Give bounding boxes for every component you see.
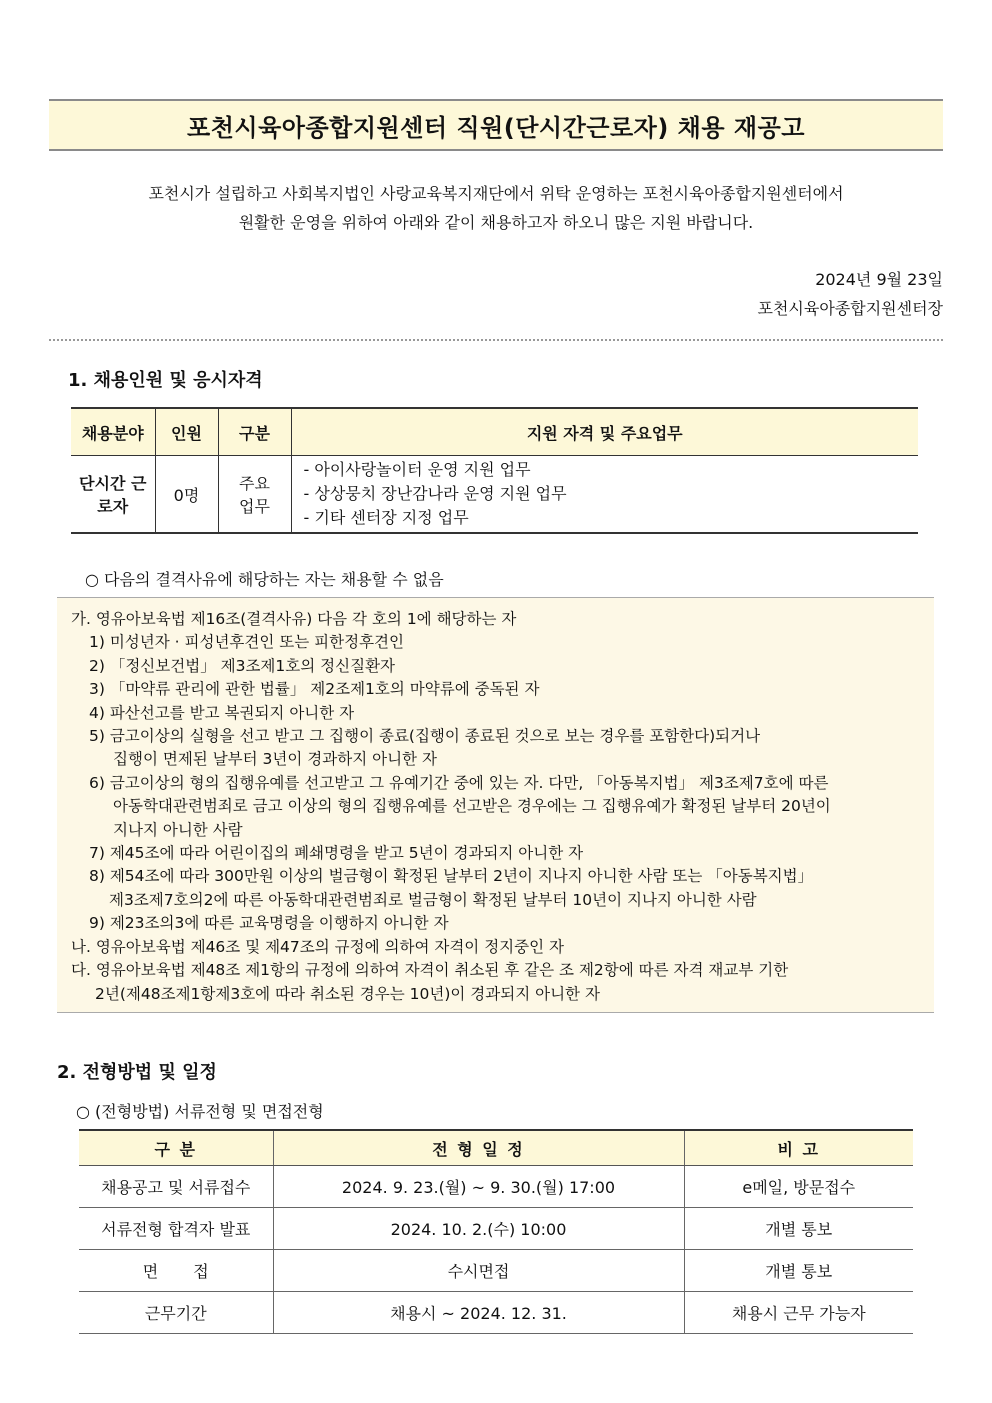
header-count: 인원 [155,408,218,456]
cell-category: 채용공고 및 서류접수 [79,1166,273,1208]
disqualification-box [57,597,934,1013]
duty-item: - 아이사랑놀이터 운영 지원 업무 [303,460,531,479]
cell-category: 주요 업무 [218,456,291,534]
list-item: 지나지 아니한 사람 [113,820,243,839]
list-item: 아동학대관련범죄로 금고 이상의 형의 집행유예를 선고받은 경우에는 그 집행유예가 확정된 날부터 20년이 [113,797,831,816]
list-item: 4) 파산선고를 받고 복권되지 아니한 자 [89,703,355,722]
cell-duties [291,456,918,534]
duty-item: - 상상뭉치 장난감나라 운영 지원 업무 [303,484,567,503]
intro-line-2: 원활한 운영을 위하여 아래와 같이 채용하고자 하오니 많은 지원 바랍니다. [238,213,754,232]
duty-item: - 기타 센터장 지정 업무 [303,508,469,527]
list-item: 제3조제7호의2에 따른 아동학대관련범죄로 벌금형이 확정된 날부터 10년이 지나지 아니한 사람 [109,890,757,909]
table-row [79,1166,913,1208]
cell-category: 근무기간 [79,1292,273,1334]
list-item: 2) 「정신보건법」 제3조제1호의 정신질환자 [89,656,396,675]
list-item: 나. 영유아보육법 제46조 및 제47조의 규정에 의하여 자격이 정지중인 자 [71,937,564,956]
list-item: 다. 영유아보육법 제48조 제1항의 규정에 의하여 자격이 취소된 후 같은 조 제2항에 따른 자격 재교부 기한 [71,961,789,980]
header-remarks: 비 고 [684,1130,913,1166]
cell-schedule: 2024. 10. 2.(수) 10:00 [273,1208,684,1250]
cell-category: 서류전형 합격자 발표 [79,1208,273,1250]
selection-method: ○ (전형방법) 서류전형 및 면접전형 [76,1102,324,1121]
list-item: 2년(제48조제1항제3호에 따라 취소된 경우는 10년)이 경과되지 아니한 자 [95,984,600,1003]
list-item: 6) 금고이상의 형의 집행유예를 선고받고 그 유예기간 중에 있는 자. 다만, 「아동복지법」 제3조제7호에 따른 [89,773,829,792]
list-item: 8) 제54조에 따라 300만원 이상의 벌금형이 확정된 날부터 2년이 지나지 아니한 사람 또는 「아동복지법」 [89,867,814,886]
table-row [79,1208,913,1250]
section1-heading: 1. 채용인원 및 응시자격 [68,370,263,391]
list-item: 9) 제23조의3에 따른 교육명령을 이행하지 아니한 자 [89,914,449,933]
list-item: 집행이 면제된 날부터 3년이 경과하지 아니한 자 [113,750,437,769]
header-category: 구 분 [79,1130,273,1166]
list-item: 1) 미성년자 · 피성년후견인 또는 피한정후견인 [89,633,404,652]
header-duties: 지원 자격 및 주요업무 [291,408,918,456]
page-title: 포천시육아종합지원센터 직원(단시간근로자) 채용 재공고 [187,113,805,142]
issuer-name: 포천시육아종합지원센터장 [757,299,943,318]
cell-remarks: 채용시 근무 가능자 [684,1292,913,1334]
title-banner [49,99,943,151]
cell-schedule: 2024. 9. 23.(월) ~ 9. 30.(월) 17:00 [273,1166,684,1208]
section-divider [49,339,943,341]
cell-schedule: 채용시 ~ 2024. 12. 31. [273,1292,684,1334]
intro-line-1: 포천시가 설립하고 사회복지법인 사랑교육복지재단에서 위탁 운영하는 포천시육아종합지원센터에서 [148,184,844,203]
cell-count: 0명 [155,456,218,534]
recruitment-table [71,407,918,534]
cell-remarks: e메일, 방문접수 [684,1166,913,1208]
list-item: 3) 「마약류 관리에 관한 법률」 제2조제1호의 마약류에 중독된 자 [89,680,540,699]
schedule-table [79,1129,913,1334]
notice-date: 2024년 9월 23일 [815,270,943,289]
cell-remarks: 개별 통보 [684,1208,913,1250]
list-item: 7) 제45조에 따라 어린이집의 폐쇄명령을 받고 5년이 경과되지 아니한 자 [89,844,584,863]
header-field: 채용분야 [71,408,155,456]
cell-field: 단시간 근로자 [71,456,155,534]
cell-remarks: 개별 통보 [684,1250,913,1292]
table-row [79,1250,913,1292]
cell-category: 면 접 [79,1250,273,1292]
disqualification-note: ○ 다음의 결격사유에 해당하는 자는 채용할 수 없음 [85,570,444,589]
recruitment-table-header [71,408,918,456]
header-category: 구분 [218,408,291,456]
list-item: 가. 영유아보육법 제16조(결격사유) 다음 각 호의 1에 해당하는 자 [71,610,517,628]
schedule-table-header [79,1130,913,1166]
table-row [79,1292,913,1334]
header-schedule: 전 형 일 정 [273,1130,684,1166]
table-row [71,456,918,534]
section2-heading: 2. 전형방법 및 일정 [57,1062,217,1083]
cell-schedule: 수시면접 [273,1250,684,1292]
list-item: 5) 금고이상의 실형을 선고 받고 그 집행이 종료(집행이 종료된 것으로 보는 경우를 포함한다)되거나 [89,727,761,746]
